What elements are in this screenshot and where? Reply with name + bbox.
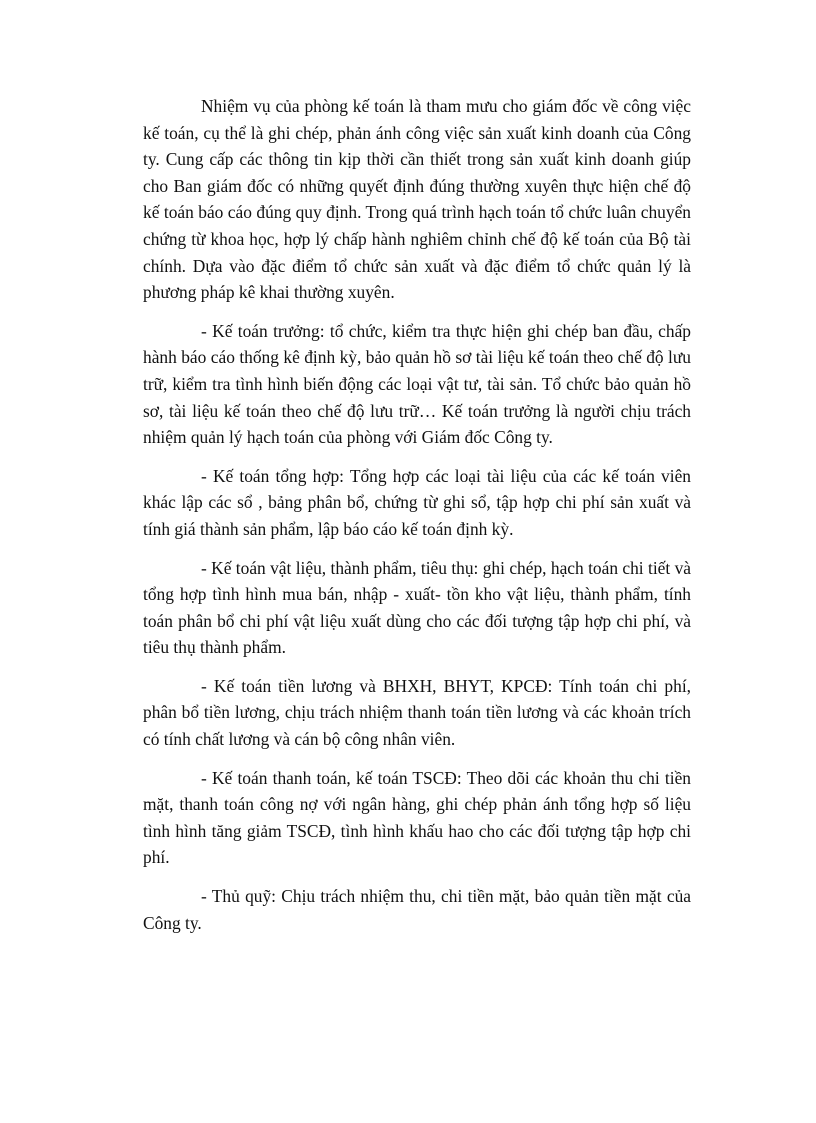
- paragraph-general-accountant: - Kế toán tổng hợp: Tổng hợp các loại tài liệu của các kế toán viên khác lập các sổ , bảng phân bổ, chứng từ ghi sổ, tập hợp chi phí sản xuất và tính giá thành sản phẩm, lập báo cáo kế toán định kỳ.: [143, 465, 691, 539]
- paragraph-payment-accountant: - Kế toán thanh toán, kế toán TSCĐ: Theo dõi các khoản thu chi tiền mặt, thanh toán công nợ với ngân hàng, ghi chép phản ánh tổng hợp số liệu tình hình tăng giảm TSCĐ, tình hình khấu hao cho các đối tượng tập hợp chi phí.: [143, 767, 691, 868]
- paragraph-chief-accountant: - Kế toán trưởng: tổ chức, kiểm tra thực hiện ghi chép ban đầu, chấp hành báo cáo thống kê định kỳ, bảo quản hồ sơ tài liệu kế toán theo chế độ lưu trữ, kiểm tra tình hình biến động các loại vật tư, tài sản. Tổ chức bảo quản hồ sơ, tài liệu kế toán theo chế độ lưu trữ… Kế toán trưởng là người chịu trách nhiệm quản lý hạch toán của phòng với Giám đốc Công ty.: [143, 320, 691, 448]
- document-page: [143, 93, 691, 948]
- paragraph-payroll-accountant: - Kế toán tiền lương và BHXH, BHYT, KPCĐ: Tính toán chi phí, phân bổ tiền lương, chịu trách nhiệm thanh toán tiền lương và các khoản trích có tính chất lương và cán bộ công nhân viên.: [143, 675, 691, 750]
- paragraph-treasurer: - Thủ quỹ: Chịu trách nhiệm thu, chi tiền mặt, bảo quản tiền mặt của Công ty.: [143, 886, 691, 933]
- paragraph-accounting-duties: Nhiệm vụ của phòng kế toán là tham mưu cho giám đốc về công việc kế toán, cụ thể là ghi chép, phản ánh công việc sản xuất kinh doanh của Công ty. Cung cấp các thông tin kịp thời cần thiết trong sản xuất kinh doanh giúp cho Ban giám đốc có những quyết định đúng thường xuyên thực hiện chế độ kế toán báo cáo đúng quy định. Trong quá trình hạch toán tổ chức luân chuyển chứng từ khoa học, hợp lý chấp hành nghiêm chỉnh chế độ kế toán của Bộ tài chính. Dựa vào đặc điểm tổ chức sản xuất và đặc điểm tổ chức quản lý là phương pháp kê khai thường xuyên.: [143, 96, 691, 303]
- paragraph-materials-accountant: - Kế toán vật liệu, thành phẩm, tiêu thụ: ghi chép, hạch toán chi tiết và tổng hợp tình hình mua bán, nhập - xuất- tồn kho vật liệu, thành phẩm, tính toán phân bổ chi phí vật liệu xuất dùng cho các đối tượng tập hợp chi phí, và tiêu thụ thành phẩm.: [143, 557, 691, 658]
